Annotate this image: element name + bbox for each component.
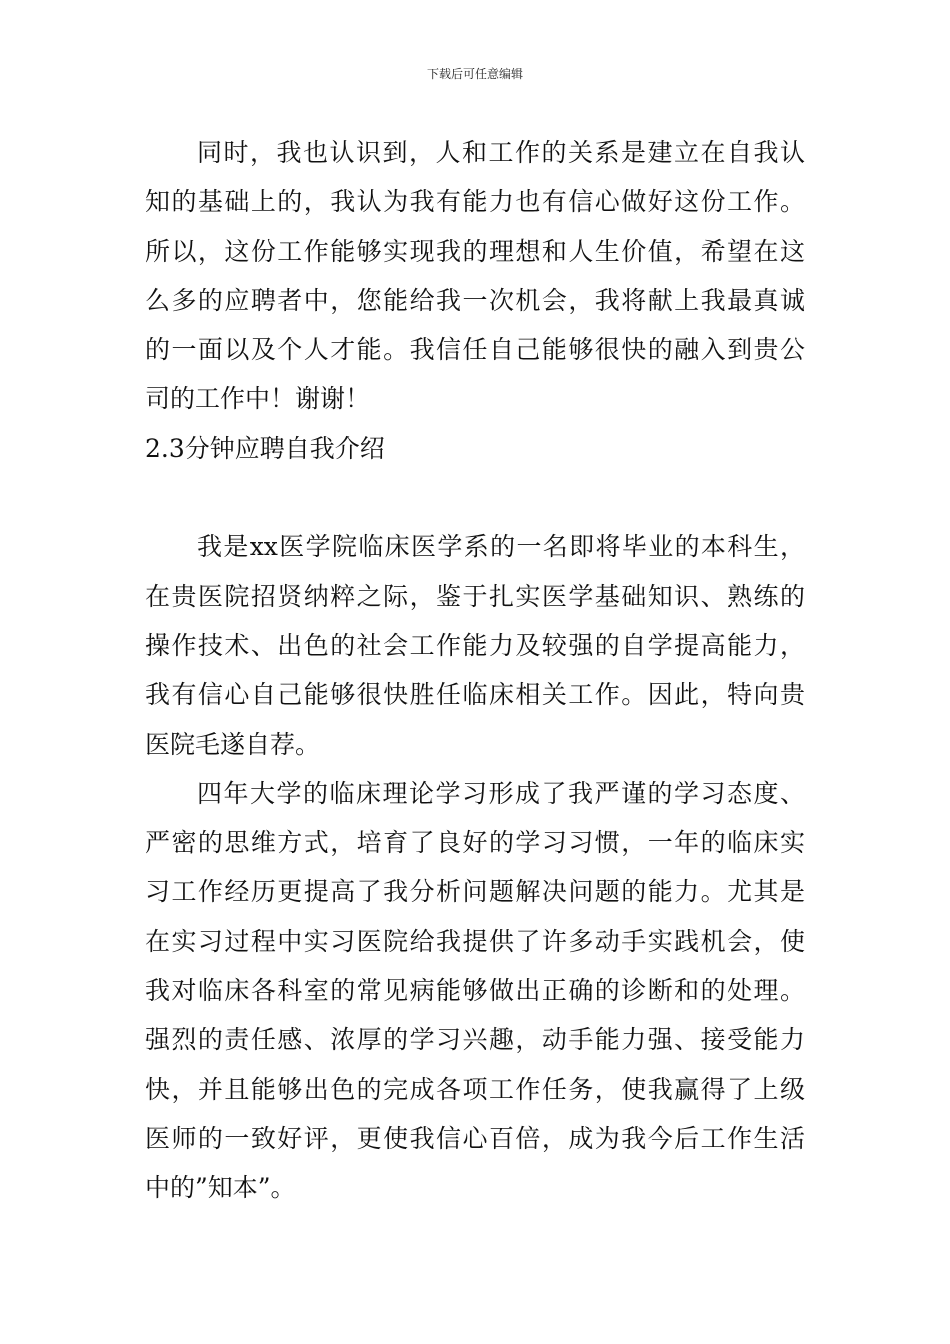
text-line: 知的基础上的，我认为我有能力也有信心做好这份工作。 bbox=[145, 187, 805, 217]
text-line: 习工作经历更提高了我分析问题解决问题的能力。尤其是 bbox=[145, 877, 805, 907]
text-line: 的一面以及个人才能。我信任自己能够很快的融入到贵公 bbox=[145, 335, 805, 365]
text-line: 在贵医院招贤纳粹之际，鉴于扎实医学基础知识、熟练的 bbox=[145, 581, 805, 611]
text-line: 所以，这份工作能够实现我的理想和人生价值，希望在这 bbox=[145, 236, 805, 266]
text-line: 快，并且能够出色的完成各项工作任务，使我赢得了上级 bbox=[145, 1074, 805, 1104]
text-line: 医院毛遂自荐。 bbox=[145, 729, 321, 759]
text-line: 司的工作中！谢谢！ bbox=[145, 384, 371, 414]
text-line: 强烈的责任感、浓厚的学习兴趣，动手能力强、接受能力 bbox=[145, 1025, 805, 1055]
spacer bbox=[145, 473, 805, 522]
text-line: 操作技术、出色的社会工作能力及较强的自学提高能力， bbox=[145, 630, 805, 660]
paragraph-closing bbox=[145, 128, 805, 424]
paragraph-study bbox=[145, 769, 805, 1213]
section-heading: 2.3分钟应聘自我介绍 bbox=[145, 433, 385, 463]
document-body bbox=[145, 128, 805, 1213]
text-line: 我对临床各科室的常见病能够做出正确的诊断和的处理。 bbox=[145, 976, 805, 1006]
text-line: 同时，我也认识到，人和工作的关系是建立在自我认 bbox=[197, 138, 805, 167]
text-line: 严密的思维方式，培育了良好的学习习惯，一年的临床实 bbox=[145, 828, 805, 858]
text-line: 在实习过程中实习医院给我提供了许多动手实践机会，使 bbox=[145, 926, 805, 956]
text-line: 我有信心自己能够很快胜任临床相关工作。因此，特向贵 bbox=[145, 680, 805, 710]
text-line: 我是xx医学院临床医学系的一名即将毕业的本科生， bbox=[197, 532, 805, 562]
text-line: 四年大学的临床理论学习形成了我严谨的学习态度、 bbox=[197, 778, 805, 808]
text-line: 么多的应聘者中，您能给我一次机会，我将献上我最真诚 bbox=[145, 285, 805, 315]
text-line: 医师的一致好评，更使我信心百倍，成为我今后工作生活 bbox=[145, 1123, 805, 1153]
paragraph-intro bbox=[145, 522, 805, 768]
page-header: 下载后可任意编辑 bbox=[426, 67, 523, 81]
text-line: 中的”知本”。 bbox=[145, 1173, 296, 1203]
